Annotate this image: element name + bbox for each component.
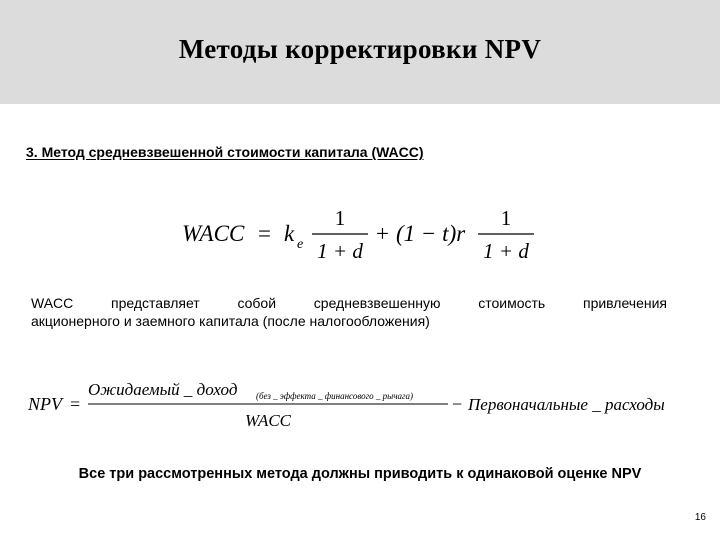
wacc-numerator-1: 1 (334, 206, 346, 230)
npv-minus: − (452, 394, 463, 414)
wacc-numerator-2: 1 (500, 206, 512, 230)
wacc-lhs: WACC (182, 221, 245, 246)
page-number: 16 (694, 512, 706, 523)
description-line-1: WACC представляет собой средневзвешенную стоимость привлечения (31, 295, 667, 311)
npv-equals: = (70, 394, 81, 414)
npv-rhs: Первоначальные _ расходы (468, 395, 665, 414)
description-line-2: акционерного и заемного капитала (после налогообложения) (31, 313, 430, 329)
wacc-k: k (284, 221, 295, 246)
npv-numerator: Ожидаемый _ доход (88, 380, 238, 399)
npv-formula-svg (28, 378, 696, 434)
title-banner (0, 0, 720, 104)
wacc-description (31, 294, 667, 330)
npv-lhs: NPV (28, 394, 62, 414)
wacc-middle-term: (1 − t)r (396, 221, 466, 246)
wacc-k-subscript: e (297, 237, 304, 252)
wacc-denominator-2: 1 + d (483, 239, 529, 263)
section-heading: 3. Метод средневзвешенной стоимости капитала (WACC) (26, 144, 424, 160)
wacc-formula-svg (180, 200, 540, 270)
conclusion-text: Все три рассмотренных метода должны приводить к одинаковой оценке NPV (78, 466, 642, 482)
wacc-equals: = (258, 221, 271, 246)
slide-title: Методы корректировки NPV (178, 34, 542, 64)
wacc-formula (180, 200, 540, 270)
npv-formula (28, 378, 696, 434)
wacc-plus: + (376, 221, 389, 246)
npv-numerator-subscript: (без _ эффекта _ финансового _ рычага) (256, 391, 414, 401)
wacc-denominator-1: 1 + d (317, 239, 363, 263)
npv-denominator: WACC (244, 411, 292, 430)
